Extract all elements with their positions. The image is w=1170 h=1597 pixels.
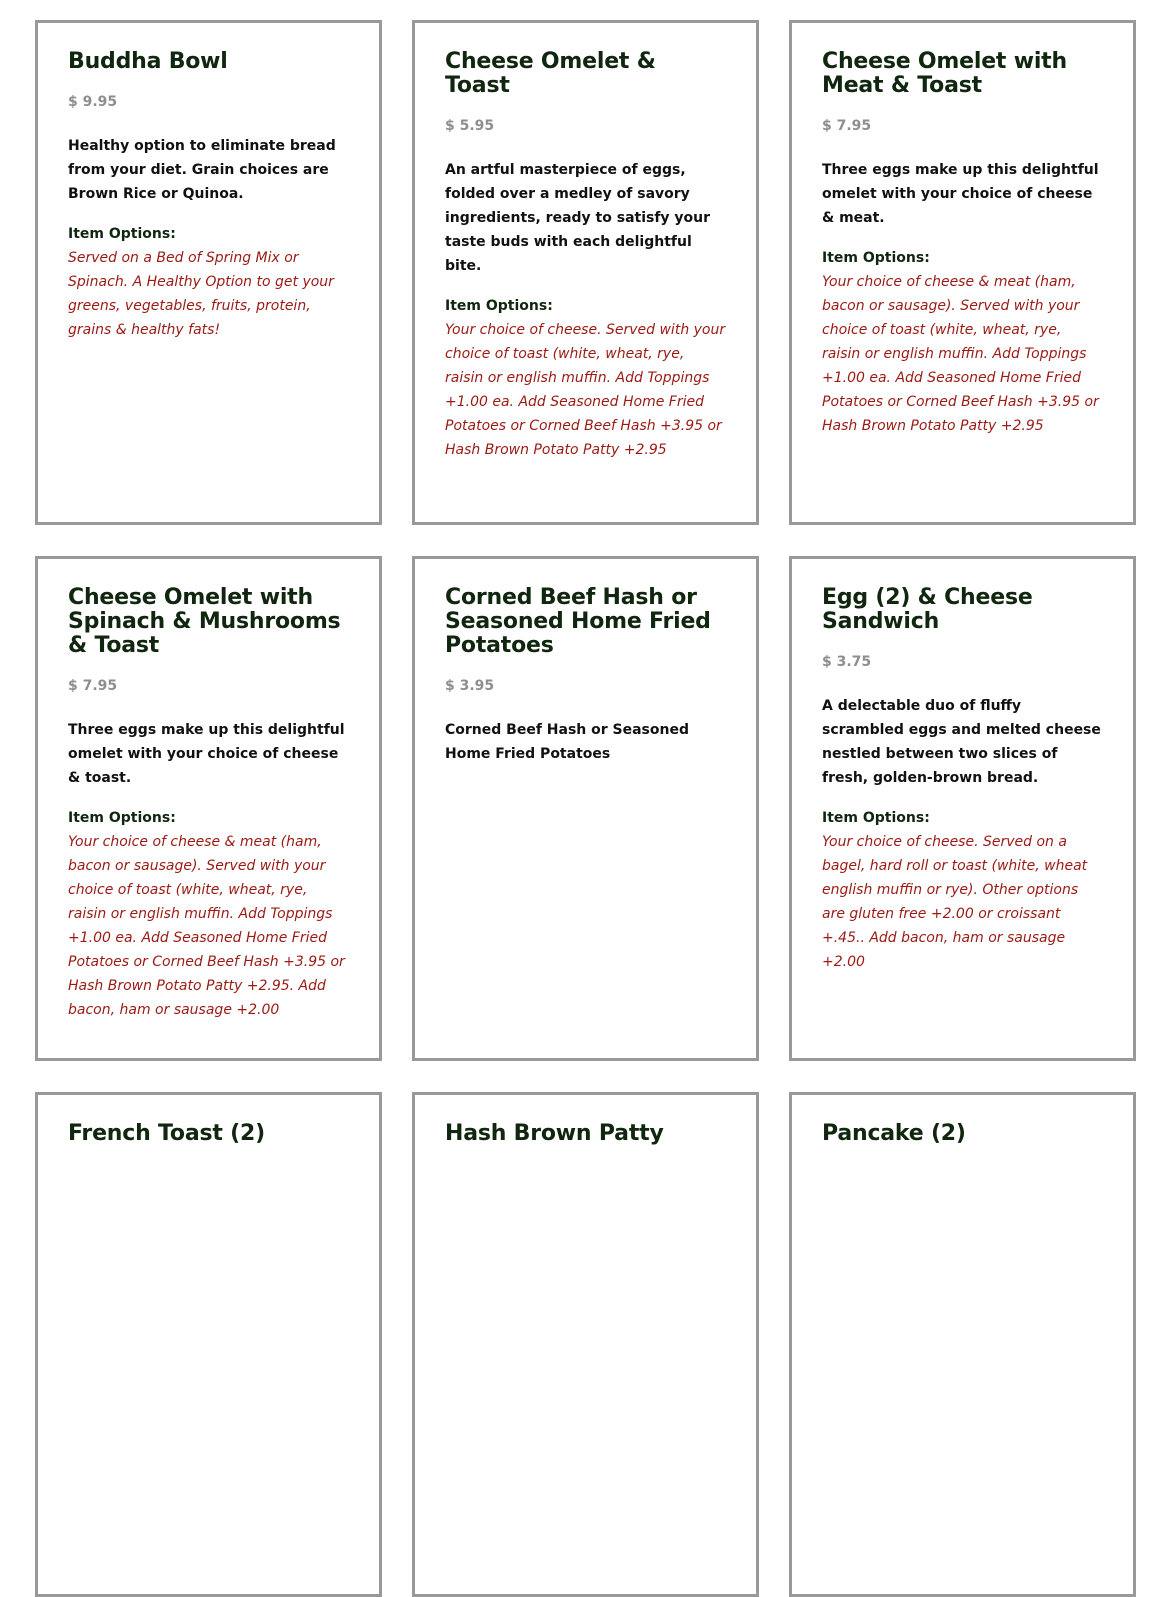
menu-card-cheese-omelet-toast[interactable] — [412, 20, 759, 525]
item-title: Buddha Bowl — [68, 49, 228, 74]
item-title: Cheese Omelet & Toast — [445, 49, 656, 98]
item-title: Hash Brown Patty — [445, 1121, 664, 1146]
menu-card-corned-beef-hash[interactable] — [412, 556, 759, 1061]
item-price: $ 3.95 — [445, 678, 495, 694]
item-price: $ 7.95 — [68, 678, 118, 694]
item-options-label: Item Options: — [68, 810, 176, 826]
item-title: Cheese Omelet with Meat & Toast — [822, 49, 1067, 98]
item-title: French Toast (2) — [68, 1121, 265, 1146]
item-options-text: Your choice of cheese. Served with your choice of toast (white, wheat, rye, raisin or english muffin. Add Toppings +1.00 ea. Add Seasoned Home Fried Potatoes or Corned Beef Hash +3.95 or Hash Brown Potato Patty +2.95 — [445, 322, 726, 458]
menu-card-french-toast[interactable] — [35, 1092, 382, 1597]
item-options-label: Item Options: — [68, 226, 176, 242]
item-title: Corned Beef Hash or Seasoned Home Fried Potatoes — [445, 585, 711, 658]
menu-card-cheese-omelet-meat-toast[interactable] — [789, 20, 1136, 525]
item-options-label: Item Options: — [822, 250, 930, 266]
item-options-text: Your choice of cheese. Served on a bagel, hard roll or toast (white, wheat english muffin or rye). Other options are gluten free +2.00 or croissant +.45.. Add bacon, ham or sausage +2.00 — [822, 834, 1088, 970]
menu-card-egg-cheese-sandwich[interactable] — [789, 556, 1136, 1061]
item-description: Healthy option to eliminate bread from your diet. Grain choices are Brown Rice or Quinoa. — [68, 138, 336, 202]
item-options-text: Served on a Bed of Spring Mix or Spinach. A Healthy Option to get your greens, vegetables, fruits, protein, grains & healthy fats! — [68, 250, 334, 338]
item-description: Three eggs make up this delightful omelet with your choice of cheese & meat. — [822, 162, 1099, 226]
menu-grid — [35, 20, 1135, 1597]
item-price: $ 3.75 — [822, 654, 872, 670]
menu-card-cheese-omelet-spinach-mushrooms[interactable] — [35, 556, 382, 1061]
item-price: $ 5.95 — [445, 118, 495, 134]
item-description: Three eggs make up this delightful omelet with your choice of cheese & toast. — [68, 722, 345, 786]
item-description: An artful masterpiece of eggs, folded over a medley of savory ingredients, ready to satisfy your taste buds with each delightful bite. — [445, 162, 711, 274]
item-description: Corned Beef Hash or Seasoned Home Fried Potatoes — [445, 722, 689, 762]
item-options-text: Your choice of cheese & meat (ham, bacon or sausage). Served with your choice of toast (white, wheat, rye, raisin or english muffin. Add Toppings +1.00 ea. Add Seasoned Home Fried Potatoes or Corned Beef Hash +3.95 or Hash Brown Potato Patty +2.95. Add bacon, ham or sausage +2.00 — [68, 834, 345, 1018]
menu-card-hash-brown-patty[interactable] — [412, 1092, 759, 1597]
item-price: $ 7.95 — [822, 118, 872, 134]
item-price: $ 9.95 — [68, 94, 118, 110]
menu-card-pancake[interactable] — [789, 1092, 1136, 1597]
item-options-label: Item Options: — [445, 298, 553, 314]
item-description: A delectable duo of fluffy scrambled eggs and melted cheese nestled between two slices of fresh, golden-brown bread. — [822, 698, 1101, 786]
item-options-label: Item Options: — [822, 810, 930, 826]
item-title: Egg (2) & Cheese Sandwich — [822, 585, 1033, 634]
menu-card-buddha-bowl[interactable] — [35, 20, 382, 525]
item-title: Pancake (2) — [822, 1121, 966, 1146]
item-options-text: Your choice of cheese & meat (ham, bacon or sausage). Served with your choice of toast (white, wheat, rye, raisin or english muffin. Add Toppings +1.00 ea. Add Seasoned Home Fried Potatoes or Corned Beef Hash +3.95 or Hash Brown Potato Patty +2.95 — [822, 274, 1099, 434]
item-title: Cheese Omelet with Spinach & Mushrooms & Toast — [68, 585, 341, 658]
